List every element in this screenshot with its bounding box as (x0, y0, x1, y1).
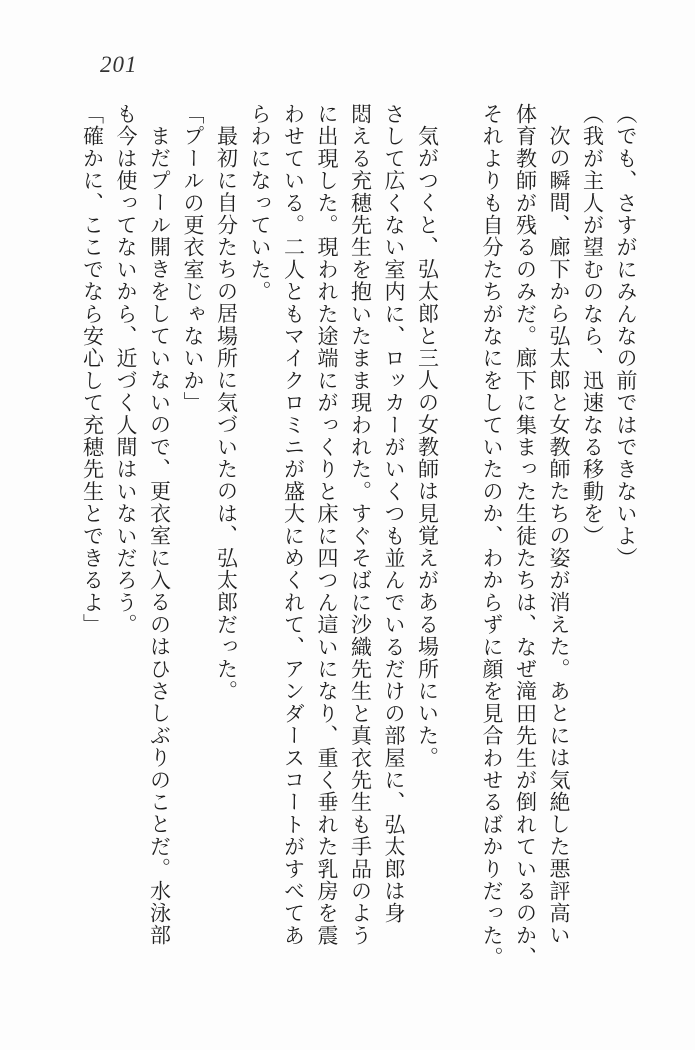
text-line: 体育教師が残るのみだ。廊下に集まった生徒たちは、なぜ滝田先生が倒れているのか、 (513, 103, 538, 969)
text-line: まだプール開きをしていないので、更衣室に入るのはひさしぶりのことだ。水泳部 (147, 125, 172, 947)
text-block (81, 103, 638, 983)
text-line: も今は使ってないから、近づく人間はいないだろう。 (114, 103, 138, 636)
text-line: 「確かに、ここでなら安心して充穂先生とできるよ」 (80, 103, 105, 636)
text-line: 気がつくと、弘太郎と三人の女教師は見覚えがある場所にいた。 (415, 125, 440, 769)
text-line: 悶える充穂先生を抱いたまま現われた。すぐそばに沙織先生と真衣先生も手品のよう (348, 103, 373, 947)
text-line: それよりも自分たちがなにをしていたのか、わからずに顔を見合わせるばかりだった。 (480, 103, 504, 969)
text-line: （でも、さすがにみんなの前ではできないよ） (614, 103, 638, 570)
text-line: 次の瞬間、廊下から弘太郎と女教師たちの姿が消えた。あとには気絶した悪評高い (547, 125, 571, 947)
text-line: さして広くない室内に、ロッカーがいくつも並んでいるだけの部屋に、弘太郎は身 (382, 103, 406, 925)
text-line: 「プールの更衣室じゃないか」 (181, 103, 205, 414)
page-number: 201 (100, 52, 138, 77)
text-line: らわになっていた。 (248, 103, 272, 303)
text-line: に出現した。現われた途端にがっくりと床に四つん這いになり、重く垂れた乳房を震 (315, 103, 339, 947)
text-line: （我が主人が望むのなら、迅速なる移動を） (580, 103, 605, 547)
text-line: わせている。二人ともマイクロミニが盛大にめくれて、アンダースコートがすべてあ (281, 103, 306, 947)
text-line: 最初に自分たちの居場所に気づいたのは、弘太郎だった。 (214, 125, 239, 703)
